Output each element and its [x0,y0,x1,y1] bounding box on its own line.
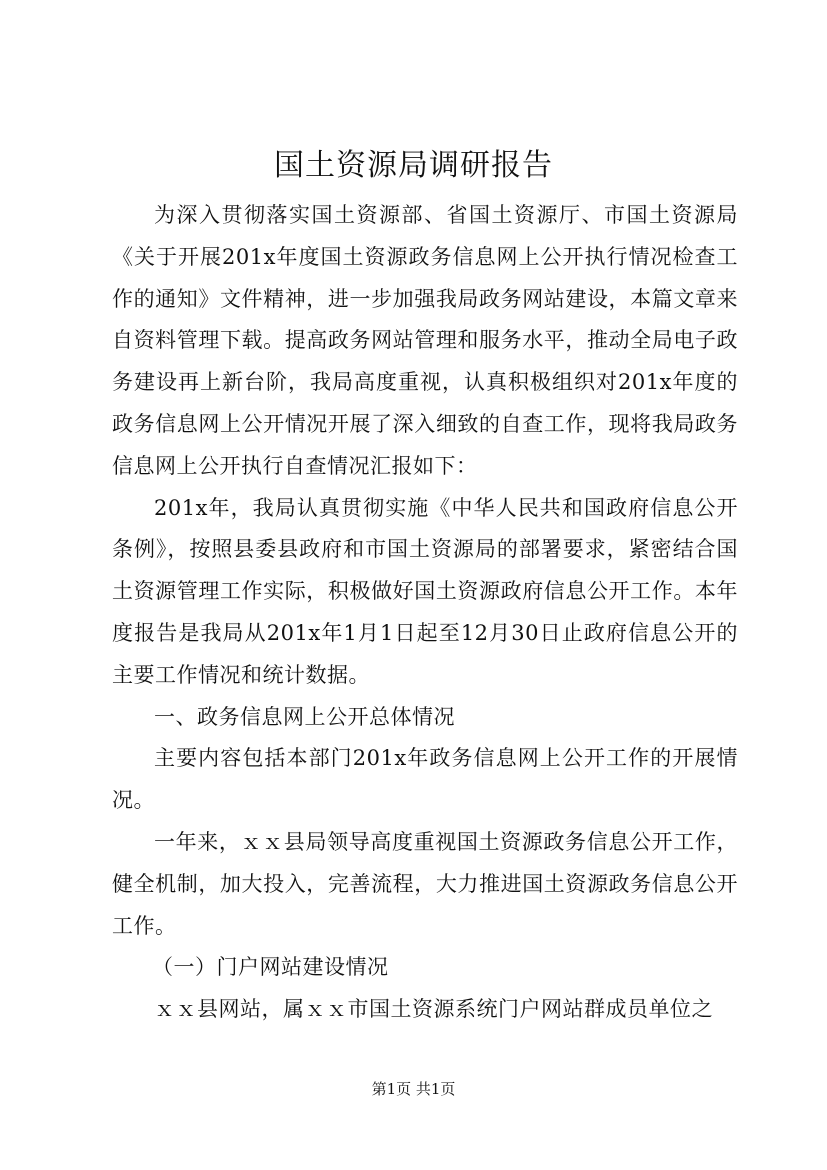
paragraph-annual-summary: 201x年，我局认真贯彻实施《中华人民共和国政府信息公开条例》，按照县委县政府和市国土资源局的部署要求，紧密结合国土资源管理工作实际，积极做好国土资源政府信息公开工作。本年度报告是我局从201x年1月1日起至12月30日止政府信息公开的主要工作情况和统计数据。 [112,495,738,687]
paragraph-year-review: 一年来，ｘｘ县局领导高度重视国土资源政务信息公开工作，健全机制，加大投入，完善流程，大力推进国土资源政务信息公开工作。 [112,829,738,938]
paragraph-main-content: 主要内容包括本部门201x年政务信息网上公开工作的开展情况。 [112,746,738,813]
paragraph-intro: 为深入贯彻落实国土资源部、省国土资源厅、市国土资源局《关于开展201x年度国土资源政务信息网上公开执行情况检查工作的通知》文件精神，进一步加强我局政务网站建设，本篇文章来自资料管理下载。提高政务网站管理和服务水平，推动全局电子政务建设再上新台阶，我局高度重视，认真积极组织对201x年度的政务信息网上公开情况开展了深入细致的自查工作，现将我局政务信息网上公开执行自查情况汇报如下： [112,203,738,478]
subsection-heading-portal: （一）门户网站建设情况 [152,955,389,980]
section-heading-overview: 一、政务信息网上公开总体情况 [154,704,455,729]
document-body [112,195,738,1031]
page-number-footer: 第1页 共1页 [371,1080,456,1098]
document-title: 国土资源局调研报告 [274,148,553,183]
paragraph-portal: ｘｘ县网站，属ｘｘ市国土资源系统门户网站群成员单位之 [154,997,713,1022]
